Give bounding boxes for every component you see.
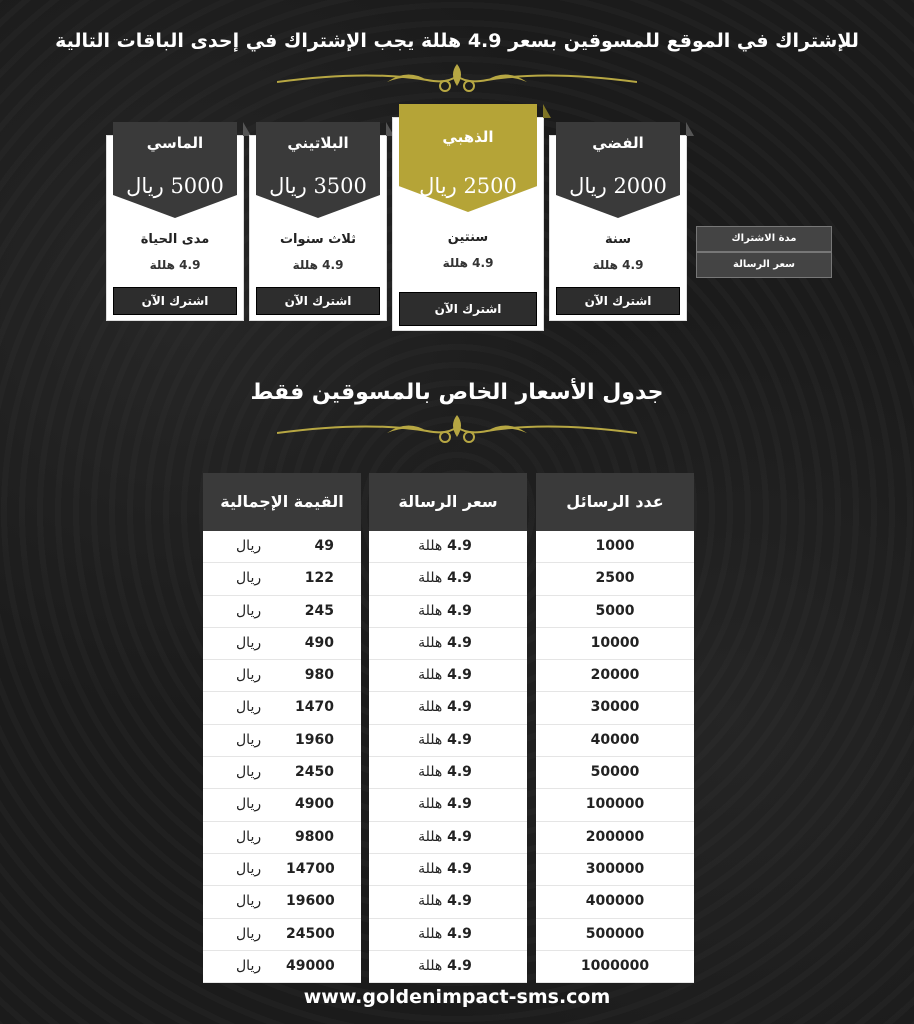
table-cell-total [203,951,361,983]
price-unit: هللة [418,731,443,748]
total-unit: ريال [236,957,262,974]
column-header: القيمة الإجمالية [203,473,361,531]
table-cell-total [203,822,361,854]
table-cell-count: 100000 [536,789,694,821]
table-cell-price [369,628,527,660]
price-unit: هللة [418,764,443,781]
total-unit: ريال [236,634,262,651]
total-value: 122 [304,570,334,587]
plan-card-silver [550,136,686,320]
table-cell-price [369,531,527,563]
total-value: 490 [304,634,334,651]
table-cell-price [369,660,527,692]
plan-card-diamond [107,136,243,320]
side-label-duration: مدة الاشتراك [696,226,832,252]
table-cell-count: 20000 [536,660,694,692]
price-value: 4.9 [447,925,472,942]
plan-duration: ثلاث سنوات [279,232,357,247]
plan-rate: 4.9 هللة [149,258,201,272]
price-value: 4.9 [447,893,472,910]
column-rows [203,531,361,983]
table-cell-count: 5000 [536,596,694,628]
subscribe-button[interactable]: اشترك الآن [256,287,380,315]
price-unit: هللة [418,634,443,651]
total-value: 4900 [295,796,334,813]
price-unit: هللة [418,828,443,845]
total-unit: ريال [236,925,262,942]
table-cell-total [203,757,361,789]
price-unit: هللة [418,667,443,684]
column-header: سعر الرسالة [369,473,527,531]
table-cell-price [369,886,527,918]
price-value: 4.9 [447,731,472,748]
plan-card-gold [393,118,543,330]
total-unit: ريال [236,731,262,748]
column-header: عدد الرسائل [536,473,694,531]
table-cell-count: 50000 [536,757,694,789]
price-value: 4.9 [447,828,472,845]
price-value: 4.9 [447,667,472,684]
table-cell-total [203,628,361,660]
price-unit: هللة [418,602,443,619]
table-cell-price [369,725,527,757]
ribbon-fold [686,122,694,136]
table-cell-price [369,596,527,628]
total-unit: ريال [236,893,262,910]
main-heading: للإشتراك في الموقع للمسوقين بسعر 4.9 هللة يجب الإشتراك في إحدى الباقات التالية [55,30,859,52]
total-unit: ريال [236,764,262,781]
plan-name: الماسي [146,134,204,152]
total-value: 1960 [295,731,334,748]
table-cell-price [369,822,527,854]
price-value: 4.9 [447,860,472,877]
column-message-price [369,473,527,973]
total-unit: ريال [236,667,262,684]
table-cell-count: 400000 [536,886,694,918]
price-unit: هللة [418,925,443,942]
plan-duration: مدى الحياة [140,232,210,247]
total-unit: ريال [236,570,262,587]
plan-price: 2500 ريال [419,174,517,198]
table-cell-price [369,692,527,724]
price-value: 4.9 [447,796,472,813]
column-rows [369,531,527,983]
price-value: 4.9 [447,699,472,716]
table-cell-total [203,531,361,563]
price-value: 4.9 [447,538,472,554]
table-cell-count: 2500 [536,563,694,595]
table-cell-total [203,563,361,595]
column-total-value [203,473,361,973]
plan-name: الفضي [592,134,644,152]
plan-rate: 4.9 هللة [292,258,344,272]
price-unit: هللة [418,796,443,813]
ornament-divider [277,62,637,98]
total-value: 980 [304,667,334,684]
plan-name: البلاتيني [287,134,349,152]
plan-rate: 4.9 هللة [442,256,494,270]
total-value: 1470 [295,699,334,716]
price-value: 4.9 [447,764,472,781]
total-unit: ريال [236,828,262,845]
total-unit: ريال [236,538,262,554]
plan-price: 5000 ريال [126,174,224,198]
plan-price: 3500 ريال [269,174,367,198]
table-cell-total [203,886,361,918]
ribbon-fold [543,104,551,118]
table-cell-count: 300000 [536,854,694,886]
plan-name: الذهبي [442,128,494,146]
plan-card-platinum [250,136,386,320]
website-url[interactable]: www.goldenimpact-sms.com [303,986,611,1008]
price-value: 4.9 [447,602,472,619]
price-unit: هللة [418,538,443,554]
table-cell-total [203,789,361,821]
table-cell-count: 1000000 [536,951,694,983]
total-value: 49 [314,538,334,554]
plan-duration: سنة [605,232,631,247]
subscribe-button[interactable]: اشترك الآن [556,287,680,315]
total-value: 19600 [286,893,335,910]
price-unit: هللة [418,893,443,910]
total-unit: ريال [236,699,262,716]
column-message-count [536,473,694,973]
total-value: 9800 [295,828,334,845]
total-unit: ريال [236,796,262,813]
table-cell-price [369,919,527,951]
table-cell-price [369,757,527,789]
table-cell-total [203,660,361,692]
total-value: 2450 [295,764,334,781]
table-cell-price [369,563,527,595]
table-cell-total [203,725,361,757]
table-cell-count: 30000 [536,692,694,724]
table-cell-price [369,854,527,886]
table-cell-total [203,596,361,628]
price-unit: هللة [418,570,443,587]
plan-duration: سنتين [447,230,489,245]
table-cell-total [203,692,361,724]
total-unit: ريال [236,860,262,877]
total-value: 49000 [286,957,335,974]
table-heading: جدول الأسعار الخاص بالمسوقين فقط [250,380,664,405]
total-unit: ريال [236,602,262,619]
subscribe-button[interactable]: اشترك الآن [113,287,237,315]
price-unit: هللة [418,957,443,974]
table-cell-price [369,789,527,821]
table-cell-count: 10000 [536,628,694,660]
price-value: 4.9 [447,634,472,651]
plan-price: 2000 ريال [569,174,667,198]
total-value: 24500 [286,925,335,942]
total-value: 14700 [286,860,335,877]
column-rows [536,531,694,983]
plan-rate: 4.9 هللة [592,258,644,272]
table-cell-price [369,951,527,983]
price-value: 4.9 [447,570,472,587]
total-value: 245 [304,602,334,619]
price-unit: هللة [418,860,443,877]
ornament-divider [277,413,637,449]
price-unit: هللة [418,699,443,716]
table-cell-total [203,919,361,951]
price-value: 4.9 [447,957,472,974]
subscribe-button[interactable]: اشترك الآن [399,292,537,326]
table-cell-count: 1000 [536,531,694,563]
table-cell-count: 500000 [536,919,694,951]
table-cell-total [203,854,361,886]
side-label-rate: سعر الرسالة [696,252,832,278]
table-cell-count: 200000 [536,822,694,854]
table-cell-count: 40000 [536,725,694,757]
